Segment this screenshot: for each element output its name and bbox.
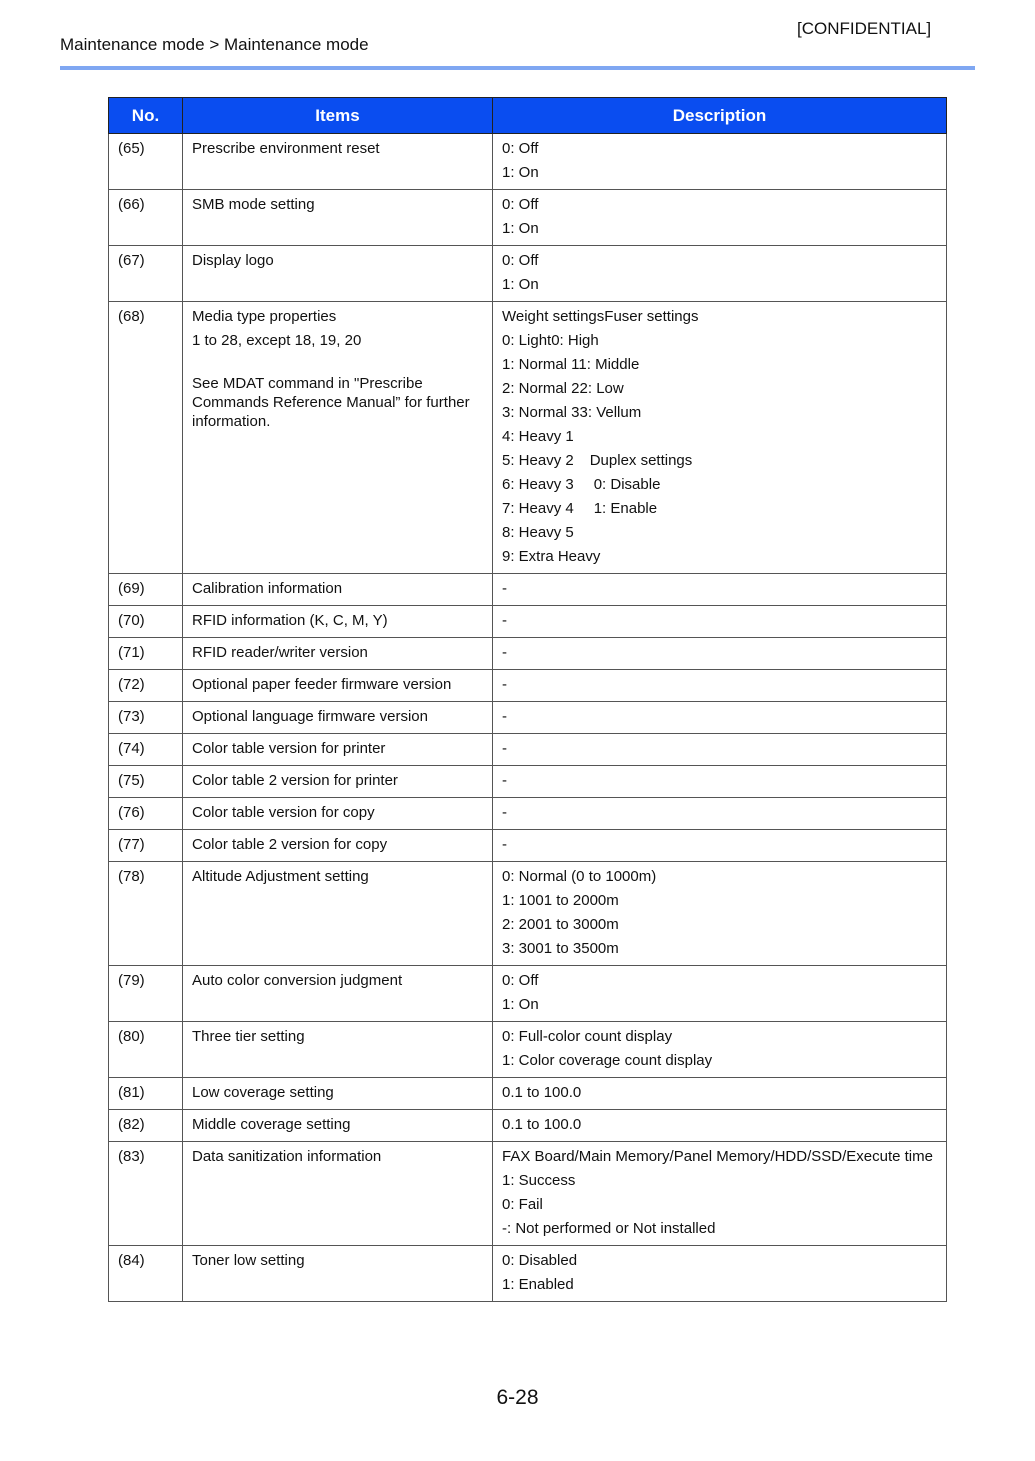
cell-description [493, 574, 947, 606]
cell-item [183, 1110, 493, 1142]
description-line: 1: Enabled [502, 1276, 574, 1293]
item-name: Optional language firmware version [192, 708, 428, 725]
description-line: - [502, 644, 507, 661]
cell-no [109, 830, 183, 862]
item-name: RFID information (K, C, M, Y) [192, 612, 388, 629]
description-line: - [502, 580, 507, 597]
fuser-option: 0: High [551, 332, 599, 349]
cell-description [493, 798, 947, 830]
settings-line [502, 523, 938, 542]
item-number: (83) [118, 1148, 145, 1165]
cell-item [183, 1246, 493, 1302]
item-number: (67) [118, 252, 145, 269]
cell-item [183, 862, 493, 966]
table-row [109, 190, 947, 246]
cell-no [109, 798, 183, 830]
item-name: Prescribe environment reset [192, 140, 380, 157]
cell-item [183, 302, 493, 574]
table-row [109, 1022, 947, 1078]
weight-option: 7: Heavy 4 [502, 500, 574, 517]
description-line: 1: Color coverage count display [502, 1052, 713, 1069]
cell-description [493, 734, 947, 766]
item-number: (79) [118, 972, 145, 989]
cell-item [183, 966, 493, 1022]
item-name: Middle coverage setting [192, 1116, 351, 1133]
fuser-option: 3: Vellum [579, 404, 642, 421]
item-number: (65) [118, 140, 145, 157]
cell-item [183, 606, 493, 638]
spacer [192, 355, 484, 374]
table-row [109, 1246, 947, 1302]
cell-no [109, 734, 183, 766]
cell-item [183, 734, 493, 766]
table-row [109, 702, 947, 734]
description-line: 1: On [502, 996, 539, 1013]
table-row [109, 606, 947, 638]
table-row [109, 134, 947, 190]
description-line: 3: 3001 to 3500m [502, 940, 619, 957]
table-row [109, 574, 947, 606]
cell-item [183, 574, 493, 606]
description-line: 0.1 to 100.0 [502, 1116, 582, 1133]
description-line: 0: Normal (0 to 1000m) [502, 868, 657, 885]
cell-item [183, 1078, 493, 1110]
settings-header-line [502, 307, 938, 326]
settings-line [502, 547, 938, 566]
item-number: (72) [118, 676, 145, 693]
cell-description [493, 702, 947, 734]
description-line: - [502, 740, 507, 757]
weight-option: 0: Light [502, 332, 552, 349]
table-row [109, 734, 947, 766]
cell-description [493, 1246, 947, 1302]
cell-description [493, 766, 947, 798]
item-name: Display logo [192, 252, 274, 269]
cell-no [109, 190, 183, 246]
column-header-description: Description [493, 98, 947, 134]
item-number: (76) [118, 804, 145, 821]
cell-description [493, 862, 947, 966]
item-number: (73) [118, 708, 145, 725]
cell-no [109, 134, 183, 190]
item-number: (80) [118, 1028, 145, 1045]
description-line: 0.1 to 100.0 [502, 1084, 582, 1101]
duplex-option: 0: Disable [593, 476, 661, 493]
item-number: (70) [118, 612, 145, 629]
cell-no [109, 246, 183, 302]
table-row [109, 1078, 947, 1110]
description-line: 1: 1001 to 2000m [502, 892, 619, 909]
description-line: 0: Full-color count display [502, 1028, 673, 1045]
description-line: 0: Off [502, 140, 539, 157]
item-name: Optional paper feeder firmware version [192, 676, 452, 693]
item-name: Color table 2 version for copy [192, 836, 388, 853]
fuser-option: 1: Middle [578, 356, 640, 373]
cell-item [183, 670, 493, 702]
table-row [109, 798, 947, 830]
settings-line [502, 427, 938, 446]
cell-no [109, 574, 183, 606]
item-range: 1 to 28, except 18, 19, 20 [192, 332, 362, 349]
description-line: - [502, 708, 507, 725]
description-line: 0: Disabled [502, 1252, 578, 1269]
cell-item [183, 134, 493, 190]
cell-item [183, 190, 493, 246]
cell-item [183, 798, 493, 830]
cell-no [109, 1022, 183, 1078]
cell-item [183, 246, 493, 302]
description-line: 1: On [502, 276, 539, 293]
cell-description [493, 134, 947, 190]
item-number: (74) [118, 740, 145, 757]
item-number: (84) [118, 1252, 145, 1269]
description-line: 0: Off [502, 252, 539, 269]
weight-option: 5: Heavy 2 [502, 452, 574, 469]
table-body [109, 134, 947, 1302]
column-header-no: No. [109, 98, 183, 134]
weight-option: 3: Normal 3 [502, 404, 580, 421]
item-number: (75) [118, 772, 145, 789]
cell-no [109, 606, 183, 638]
cell-no [109, 638, 183, 670]
cell-no [109, 1142, 183, 1246]
cell-item [183, 702, 493, 734]
column-header-items: Items [183, 98, 493, 134]
table-row [109, 862, 947, 966]
item-name: Toner low setting [192, 1252, 305, 1269]
table-header-row [109, 98, 947, 134]
settings-line [502, 451, 938, 470]
item-number: (68) [118, 308, 145, 325]
cell-no [109, 1246, 183, 1302]
item-number: (77) [118, 836, 145, 853]
cell-description [493, 1142, 947, 1246]
weight-option: 6: Heavy 3 [502, 476, 574, 493]
description-line: - [502, 676, 507, 693]
duplex-option: 1: Enable [593, 500, 658, 517]
breadcrumb: Maintenance mode > Maintenance mode [60, 35, 369, 54]
page-number: 6-28 [496, 1386, 539, 1409]
table-row [109, 1110, 947, 1142]
item-name: Color table version for printer [192, 740, 386, 757]
item-name: Calibration information [192, 580, 343, 597]
cell-description [493, 302, 947, 574]
fuser-option: 2: Low [579, 380, 624, 397]
cell-no [109, 302, 183, 574]
cell-no [109, 1078, 183, 1110]
weight-option: 8: Heavy 5 [502, 524, 574, 541]
item-number: (78) [118, 868, 145, 885]
item-name: Data sanitization information [192, 1148, 382, 1165]
cell-item [183, 1022, 493, 1078]
cell-no [109, 1110, 183, 1142]
description-line: 0: Off [502, 972, 539, 989]
cell-item [183, 766, 493, 798]
description-line: 0: Fail [502, 1196, 543, 1213]
cell-description [493, 1078, 947, 1110]
description-line: 2: 2001 to 3000m [502, 916, 619, 933]
cell-description [493, 246, 947, 302]
cell-description [493, 190, 947, 246]
header-divider [60, 66, 975, 70]
weight-option: 4: Heavy 1 [502, 428, 574, 445]
table-row [109, 670, 947, 702]
table-row [109, 638, 947, 670]
description-line: FAX Board/Main Memory/Panel Memory/HDD/SSD/Execute time [502, 1148, 933, 1165]
cell-description [493, 670, 947, 702]
confidential-label: [CONFIDENTIAL] [797, 19, 932, 38]
cell-description [493, 638, 947, 670]
cell-no [109, 766, 183, 798]
description-line: - [502, 804, 507, 821]
table-row [109, 830, 947, 862]
item-name: Media type properties [192, 308, 337, 325]
cell-no [109, 862, 183, 966]
settings-line [502, 475, 938, 494]
description-line: 0: Off [502, 196, 539, 213]
description-line: 1: Success [502, 1172, 576, 1189]
item-name: Auto color conversion judgment [192, 972, 403, 989]
item-number: (81) [118, 1084, 145, 1101]
description-line: 1: On [502, 164, 539, 181]
table-row [109, 246, 947, 302]
item-name: Low coverage setting [192, 1084, 334, 1101]
settings-line [502, 403, 938, 422]
item-number: (69) [118, 580, 145, 597]
settings-line [502, 499, 938, 518]
item-note: See MDAT command in "Prescribe Commands Reference Manual” for further information. [192, 375, 470, 430]
item-number: (66) [118, 196, 145, 213]
item-name: RFID reader/writer version [192, 644, 368, 661]
weight-option: 1: Normal 1 [502, 356, 579, 373]
description-line: -: Not performed or Not installed [502, 1220, 716, 1237]
item-name: SMB mode setting [192, 196, 315, 213]
item-name: Three tier setting [192, 1028, 305, 1045]
maintenance-items-table [108, 97, 947, 1302]
table-row [109, 766, 947, 798]
cell-item [183, 638, 493, 670]
description-line: - [502, 612, 507, 629]
cell-no [109, 966, 183, 1022]
cell-no [109, 702, 183, 734]
cell-no [109, 670, 183, 702]
duplex-settings-header: Duplex settings [589, 452, 693, 469]
cell-description [493, 830, 947, 862]
cell-description [493, 966, 947, 1022]
cell-description [493, 606, 947, 638]
weight-option: 9: Extra Heavy [502, 548, 601, 565]
item-number: (82) [118, 1116, 145, 1133]
description-line: - [502, 772, 507, 789]
item-name: Color table version for copy [192, 804, 375, 821]
cell-item [183, 1142, 493, 1246]
table-row [109, 302, 947, 574]
cell-description [493, 1022, 947, 1078]
settings-line [502, 379, 938, 398]
fuser-settings-header: Fuser settings [604, 308, 699, 325]
settings-line [502, 331, 938, 350]
weight-settings-header: Weight settings [502, 308, 605, 325]
cell-item [183, 830, 493, 862]
description-line: 1: On [502, 220, 539, 237]
description-line: - [502, 836, 507, 853]
item-number: (71) [118, 644, 145, 661]
table-row [109, 1142, 947, 1246]
item-name: Altitude Adjustment setting [192, 868, 369, 885]
settings-line [502, 355, 938, 374]
weight-option: 2: Normal 2 [502, 380, 580, 397]
cell-description [493, 1110, 947, 1142]
item-name: Color table 2 version for printer [192, 772, 398, 789]
table-row [109, 966, 947, 1022]
